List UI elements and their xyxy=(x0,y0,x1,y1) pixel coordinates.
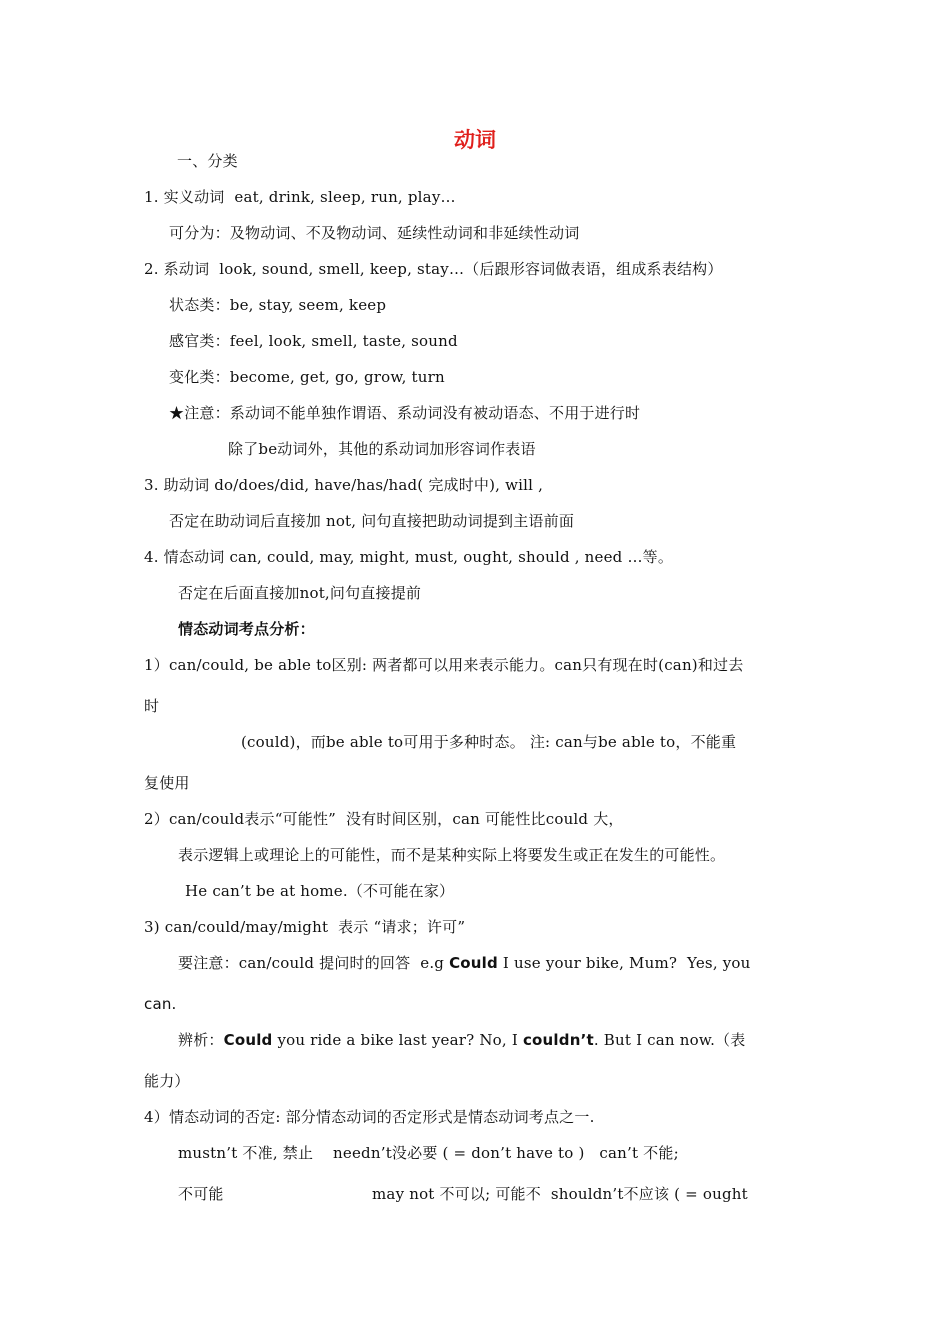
point-1-line3: (could)，而be able to可用于多种时态。 注: can与be able to，不能重 xyxy=(241,733,737,751)
item-2-notice: ★注意：系动词不能单独作谓语、系动词没有被动语态、不用于进行时 xyxy=(169,404,641,422)
point-4-line3-a: 不可能 xyxy=(178,1185,224,1203)
point-1-line4: 复使用 xyxy=(144,774,190,792)
point-3-line4-pre: 辨析： xyxy=(178,1031,224,1049)
item-1: 1. 实义动词 eat, drink, sleep, run, play… xyxy=(144,188,456,206)
point-4-line3-b: may not 不可以; 可能不 shouldn’t不应该 ( = ought xyxy=(372,1185,748,1203)
point-4-line2: mustn’t 不准, 禁止 needn’t没必要 ( = don’t have to ) can’t 不能; xyxy=(178,1144,679,1162)
item-4-heading: 情态动词考点分析： xyxy=(178,620,315,638)
point-3-line4-post: . But I can now.（表 xyxy=(593,1031,746,1049)
point-1-line2: 时 xyxy=(144,697,160,715)
point-2-line1: 2）can/could表示“可能性” 没有时间区别，can 可能性比could 大， xyxy=(144,810,624,828)
point-3-couldnt: couldn’t xyxy=(522,1031,594,1049)
point-3-line2 xyxy=(178,953,751,973)
point-2-example: He can’t be at home.（不可能在家） xyxy=(185,882,455,900)
item-4-note: 否定在后面直接加not,问句直接提前 xyxy=(178,584,422,602)
page-title: 动词 xyxy=(454,128,496,152)
point-3-line1: 3) can/could/may/might 表示 “请求；许可” xyxy=(144,918,466,936)
item-2-change: 变化类：become, get, go, grow, turn xyxy=(169,368,445,386)
point-3-could: Could xyxy=(449,954,498,972)
point-3-line3: can. xyxy=(144,995,177,1013)
point-3-could-2: Could xyxy=(223,1031,273,1049)
point-3-line5: 能力） xyxy=(144,1072,190,1090)
item-3: 3. 助动词 do/does/did, have/has/had( 完成时中), will , xyxy=(144,476,544,494)
item-1-note: 可分为：及物动词、不及物动词、延续性动词和非延续性动词 xyxy=(169,224,580,242)
point-1-line1: 1）can/could, be able to区别: 两者都可以用来表示能力。can只有现在时(can)和过去 xyxy=(144,656,744,674)
item-2-notice-cont: 除了be动词外，其他的系动词加形容词作表语 xyxy=(228,440,536,458)
point-3-line4 xyxy=(178,1030,745,1050)
point-3-line2-pre: 要注意：can/could 提问时的回答 e.g xyxy=(178,954,450,972)
point-2-line2: 表示逻辑上或理论上的可能性，而不是某种实际上将要发生或正在发生的可能性。 xyxy=(178,846,726,864)
section-heading: 一、分类 xyxy=(177,152,238,170)
item-3-note: 否定在助动词后直接加 not, 问句直接把助动词提到主语前面 xyxy=(169,512,575,530)
item-2: 2. 系动词 look, sound, smell, keep, stay…（后跟形容词做表语，组成系表结构） xyxy=(144,260,723,278)
item-2-sense: 感官类：feel, look, smell, taste, sound xyxy=(169,332,458,350)
item-2-state: 状态类：be, stay, seem, keep xyxy=(169,296,387,314)
point-3-line2-post: I use your bike, Mum? Yes, you xyxy=(497,954,751,972)
item-4: 4. 情态动词 can, could, may, might, must, ought, should , need …等。 xyxy=(144,548,674,566)
point-4-line1: 4）情态动词的否定: 部分情态动词的否定形式是情态动词考点之一. xyxy=(144,1108,595,1126)
point-3-line4-mid: you ride a bike last year? No, I xyxy=(272,1031,523,1049)
